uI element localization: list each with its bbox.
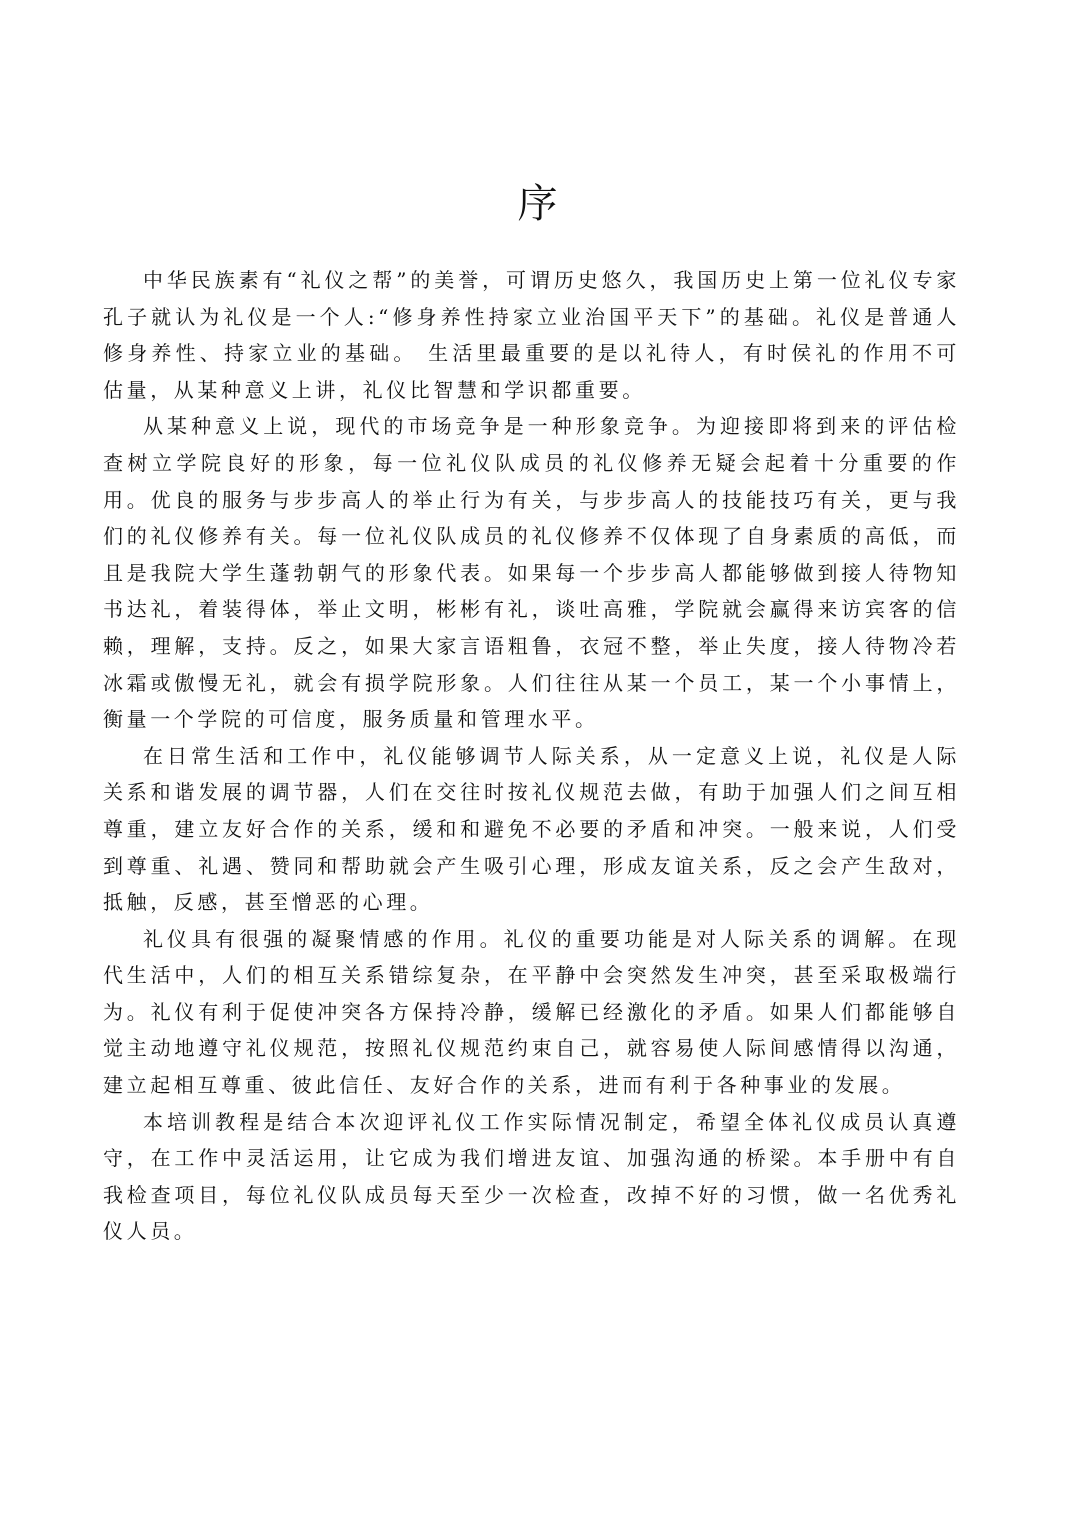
body-text <box>103 262 960 1250</box>
page-title: 序 <box>517 181 558 227</box>
paragraph-2: 从某种意义上说，现代的市场竞争是一种形象竞争。为迎接即将到来的评估检查树立学院良好的形象，每一位礼仪队成员的礼仪修养无疑会起着十分重要的作用。优良的服务与步步高人的举止行为有关，与步步高人的技能技巧有关，更与我们的礼仪修养有关。每一位礼仪队成员的礼仪修养不仅体现了自身素质的高低，而且是我院大学生蓬勃朝气的形象代表。如果每一个步步高人都能够做到接人待物知书达礼，着装得体，举止文明，彬彬有礼，谈吐高雅，学院就会赢得来访宾客的信赖，理解，支持。反之，如果大家言语粗鲁，衣冠不整，举止失度，接人待物冷若冰霜或傲慢无礼，就会有损学院形象。人们往往从某一个员工，某一个小事情上，衡量一个学院的可信度，服务质量和管理水平。 <box>103 414 960 732</box>
paragraph-1: 中华民族素有“礼仪之帮”的美誉，可谓历史悠久，我国历史上第一位礼仪专家孔子就认为礼仪是一个人:“修身养性持家立业治国平天下”的基础。礼仪是普通人修身养性、持家立业的基础。 生活里最重要的是以礼待人，有时侯礼的作用不可估量，从某种意义上讲，礼仪比智慧和学识都重要。 <box>103 268 960 402</box>
paragraph-3: 在日常生活和工作中，礼仪能够调节人际关系，从一定意义上说，礼仪是人际关系和谐发展的调节器，人们在交往时按礼仪规范去做，有助于加强人们之间互相尊重，建立友好合作的关系，缓和和避免不必要的矛盾和冲突。一般来说，人们受到尊重、礼遇、赞同和帮助就会产生吸引心理，形成友谊关系，反之会产生敌对，抵触，反感，甚至憎恶的心理。 <box>103 743 960 915</box>
paragraph-4: 礼仪具有很强的凝聚情感的作用。礼仪的重要功能是对人际关系的调解。在现代生活中，人们的相互关系错综复杂，在平静中会突然发生冲突，甚至采取极端行为。礼仪有利于促使冲突各方保持冷静，缓解已经激化的矛盾。如果人们都能够自觉主动地遵守礼仪规范，按照礼仪规范约束自己，就容易使人际间感情得以沟通，建立起相互尊重、彼此信任、友好合作的关系，进而有利于各种事业的发展。 <box>103 926 960 1098</box>
paragraph-5: 本培训教程是结合本次迎评礼仪工作实际情况制定，希望全体礼仪成员认真遵守，在工作中灵活运用，让它成为我们增进友谊、加强沟通的桥梁。本手册中有自我检查项目，每位礼仪队成员每天至少一次检查，改掉不好的习惯，做一名优秀礼仪人员。 <box>103 1109 960 1244</box>
